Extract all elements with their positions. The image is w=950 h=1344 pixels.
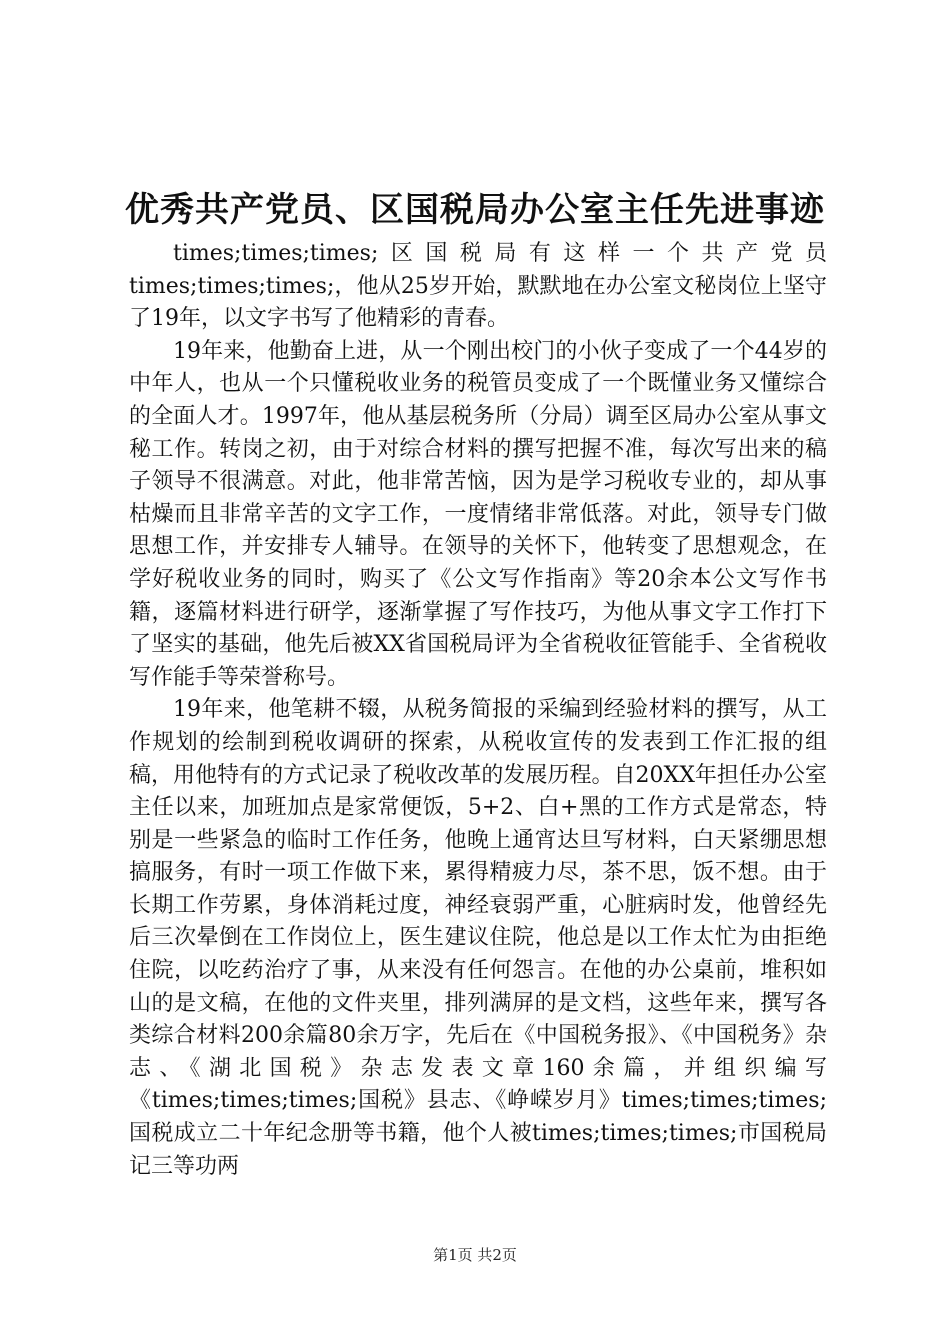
paragraph-career: 19年来，他勤奋上进，从一个刚出校门的小伙子变成了一个44岁的中年人，也从一个只懂税收业务的税管员变成了一个既懂业务又懂综合的全面人才。1997年，他从基层税务所（分局）调至区局办公室从事文秘工作。转岗之初，由于对综合材料的撰写把握不准，每次写出来的稿子领导不很满意。对此，他非常苦恼，因为是学习税收专业的，却从事枯燥而且非常辛苦的文字工作，一度情绪非常低落。对此，领导专门做思想工作，并安排专人辅导。在领导的关怀下，他转变了思想观念，在学好税收业务的同时，购买了《公文写作指南》等20余本公文写作书籍，逐篇材料进行研学，逐渐掌握了写作技巧，为他从事文字工作打下了坚实的基础，他先后被XX省国税局评为全省税收征管能手、全省税收写作能手等荣誉称号。 [129,338,827,690]
paragraph-intro: times;times;times;区国税局有这样一个共产党员times;times;times;，他从25岁开始，默默地在办公室文秘岗位上坚守了19年，以文字书写了他精彩的青春。 [129,241,827,332]
document-title: 优秀共产党员、区国税局办公室主任先进事迹 [125,190,825,230]
paragraph-writing: 19年来，他笔耕不辍，从税务简报的采编到经验材料的撰写，从工作规划的绘制到税收调研的探索，从税收宣传的发表到工作汇报的组稿，用他特有的方式记录了税收改革的发展历程。自20XX年担任办公室主任以来，加班加点是家常便饭，5+2、白+黑的工作方式是常态，特别是一些紧急的临时工作任务，他晚上通宵达旦写材料，白天紧绷思想搞服务，有时一项工作做下来，累得精疲力尽，茶不思，饭不想。由于长期工作劳累，身体消耗过度，神经衰弱严重，心脏病时发，他曾经先后三次晕倒在工作岗位上，医生建议住院，他总是以工作太忙为由拒绝住院，以吃药治疗了事，从来没有任何怨言。在他的办公桌前，堆积如山的是文稿，在他的文件夹里，排列满屏的是文档，这些年来，撰写各类综合材料200余篇80余万字，先后在《中国税务报》、《中国税务》杂志、《湖北国税》杂志发表文章160余篇，并组织编写《times;times;times;国税》县志、《峥嵘岁月》times;times;times;国税成立二十年纪念册等书籍，他个人被times;times;times;市国税局记三等功两 [129,697,827,1179]
page-number-footer: 第1页 共2页 [433,1246,517,1264]
document-body [129,238,827,1183]
